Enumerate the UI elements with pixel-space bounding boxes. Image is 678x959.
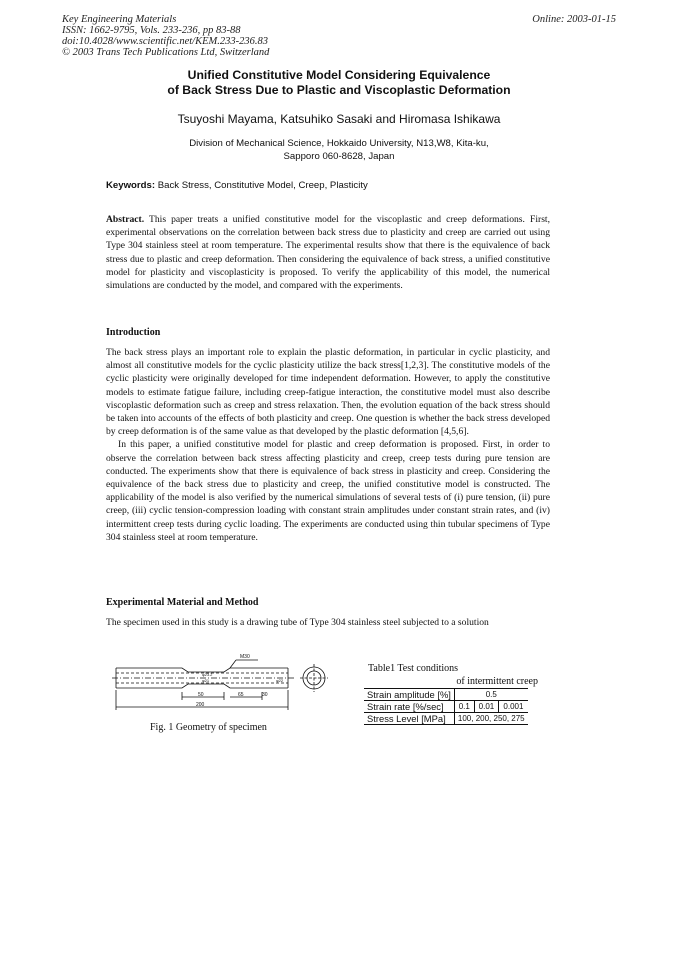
- introduction-heading: Introduction: [106, 327, 161, 338]
- cell-value: 0.5: [454, 689, 527, 701]
- dim-200: 200: [196, 702, 205, 708]
- issn-line: ISSN: 1662-9795, Vols. 233-236, pp 83-88: [62, 25, 241, 36]
- introduction-paragraph-2: In this paper, a unified constitutive model for plastic and creep deformation is proposed. First, in order to observe the correlation between back stress affecting plasticity and creep, creep tests during pure tension are conducted. The experiments show that there is equivalence of back stress in plasticity and creep. Considering the equivalence of the back stress due to plasticity and creep, the unified constitutive model is constructed. The applicability of the model is also verified by the numerical simulations of several tests of (i) pure tension, (ii) pure creep, (iii) cyclic tension-compression loading with constant strain amplitudes under constant strain rates, and (iv) intermittent creep tests during cyclic loading. The experiments are conducted using thin tubular specimens of Type 304 stainless steel at room temperature.: [106, 439, 550, 543]
- introduction-paragraph-1: The back stress plays an important role to explain the plastic deformation, in particular in cyclic plasticity, and almost all constitutive models for the cyclic plasticity utilize the back stress[1,2,3]. The constitutive models of the cyclic plasticity were originally developed for time independent deformation. However, to apply the constitutive models to estimate fatigue failure, including creep-fatigue interaction, the constitutive model must also describe viscoplastic deformation such as creep and stress relaxation. Then, the evolution equation of the back stress should be taken into accounts of the effects of both plasticity and creep. One question is whether the back stress developed by creep deformation is of the same value as that developed by the plastic deformation [4,5,6].: [106, 347, 550, 438]
- keywords: [106, 180, 368, 191]
- thread-label: M30: [240, 654, 250, 660]
- row-label: Strain amplitude [%]: [364, 689, 454, 701]
- introduction-body: [106, 346, 550, 544]
- table-row: [364, 689, 528, 701]
- cell-value: 0.1: [454, 701, 474, 713]
- cell-value: 100, 200, 250, 275: [454, 713, 527, 725]
- cell-value: 0.01: [474, 701, 499, 713]
- specimen-geometry-figure: [112, 650, 332, 716]
- dia-a: φ23.2: [202, 672, 213, 677]
- title-line-2: of Back Stress Due to Plastic and Viscoplastic Deformation: [167, 82, 511, 97]
- test-conditions-table: [364, 688, 528, 725]
- copyright-line: © 2003 Trans Tech Publications Ltd, Switzerland: [62, 47, 270, 58]
- experimental-paragraph: The specimen used in this study is a drawing tube of Type 304 stainless steel subjected to a solution: [106, 617, 489, 628]
- row-label: Strain rate [%/sec]: [364, 701, 454, 713]
- doi-line: doi:10.4028/www.scientific.net/KEM.233-236.83: [62, 36, 268, 47]
- dia-c: φ22: [276, 678, 284, 683]
- affiliation-line-1: Division of Mechanical Science, Hokkaido University, N13,W8, Kita-ku,: [189, 138, 489, 149]
- cell-value: 0.001: [499, 701, 528, 713]
- table-row: [364, 701, 528, 713]
- experimental-heading: Experimental Material and Method: [106, 597, 259, 608]
- journal-name: Key Engineering Materials: [62, 14, 177, 25]
- keywords-text: Back Stress, Constitutive Model, Creep, Plasticity: [155, 180, 368, 191]
- row-label: Stress Level [MPa]: [364, 713, 454, 725]
- affiliation: [62, 137, 616, 163]
- abstract-label: Abstract.: [106, 214, 145, 225]
- abstract-text: This paper treats a unified constitutive model for the viscoplastic and creep deformations. First, experimental observations on the correlation between back stress due to plasticity and creep are carried out using Type 304 stainless steel at room temperature. The experimental results show that there is the equivalence of back stress due to plastic and creep deformation. Then considering the equivalence of back stress, a unified constitutive model for plasticity and viscoplasticity is proposed. To verify the applicability of this model, the numerical simulations are conducted by the model, and compared with the experiments.: [106, 214, 550, 292]
- dia-b: φ21: [202, 678, 210, 683]
- dim-50: 50: [198, 692, 204, 698]
- keywords-label: Keywords:: [106, 180, 156, 191]
- abstract: [106, 213, 550, 292]
- dim-30: 30: [262, 692, 268, 698]
- dim-65: 65: [238, 692, 244, 698]
- table-row: [364, 713, 528, 725]
- table-1-caption-line-1: Table1 Test conditions: [368, 663, 459, 674]
- paper-title: [62, 68, 616, 97]
- title-line-1: Unified Constitutive Model Considering Equivalence: [187, 68, 491, 82]
- table-1-caption-line-2: of intermittent creep: [456, 676, 538, 687]
- authors: Tsuyoshi Mayama, Katsuhiko Sasaki and Hiromasa Ishikawa: [177, 112, 501, 126]
- affiliation-line-2: Sapporo 060-8628, Japan: [283, 151, 395, 162]
- online-date: Online: 2003-01-15: [532, 14, 616, 25]
- figure-1-caption: Fig. 1 Geometry of specimen: [150, 722, 267, 733]
